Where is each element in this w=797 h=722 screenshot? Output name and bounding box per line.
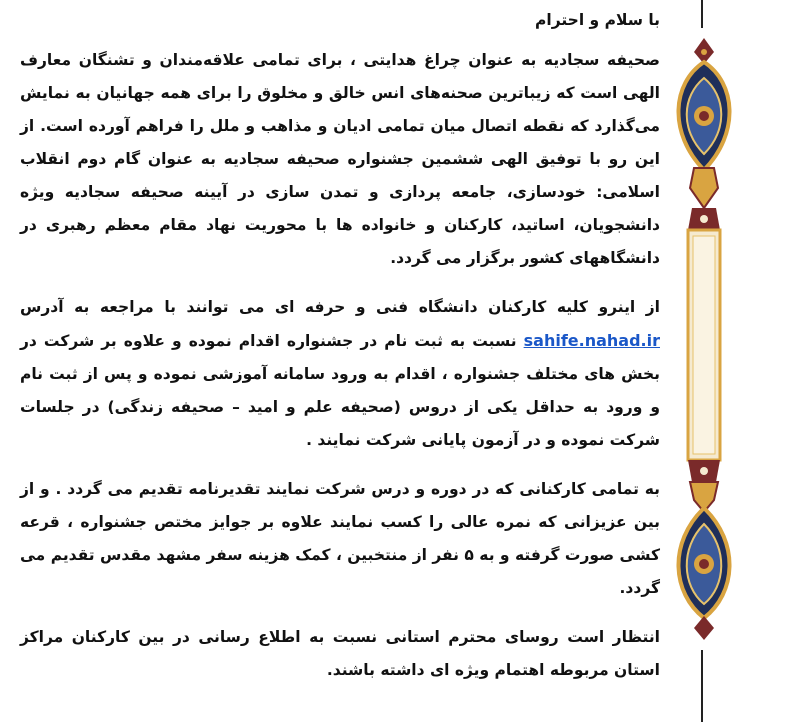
paragraph-4: انتظار است روسای محترم استانی نسبت به اطلاع رسانی در بین کارکنان مراکز استان مربوطه اهتمام ویژه ای داشته باشند.: [20, 628, 660, 679]
paragraph-1: صحیفه سجادیه به عنوان چراغ هدایتی ، برای تمامی علاقه‌مندان و تشنگان معارف الهی است که زیباترین صحنه‌های انس خالق و مخلوق را برای همه جهانیان به نمایش می‌گذارد که نقطه اتصال میان تمامی ادیان و مذاهب و ملل را فراهم آورده است. از این رو با توفیق الهی ششمین جشنواره صحیفه سجادیه به عنوان گام دوم انقلاب اسلامی: خودسازی، جامعه پردازی و تمدن سازی در آیینه صحیفه سجادیه ویژه دانشجویان، اساتید، کارکنان و خانواده ها با محوریت نهاد مقام معظم رهبری در دانشگاههای کشور برگزار می گردد.: [20, 51, 660, 267]
greeting: با سلام و احترام: [535, 11, 660, 29]
margin-line-top: [701, 0, 703, 28]
letter-body: [20, 0, 660, 703]
paragraph-2-before: از اینرو کلیه کارکنان دانشگاه فنی و حرفه ای می توانند با مراجعه به آدرس: [20, 298, 660, 316]
website-link[interactable]: sahife.nahad.ir: [523, 331, 660, 350]
margin-line-bottom: [701, 650, 703, 722]
persian-ornament-border-icon: [664, 38, 744, 640]
paragraph-2: [20, 291, 660, 457]
paragraph-3: به تمامی کارکنانی که در دوره و درس شرکت نمایند تقدیرنامه تقدیم می گردد . و از بین عزیزانی که نمره عالی را کسب نمایند علاوه بر جوایز مختص جشنواره ، قرعه کشی صورت گرفته و به ۵ نفر از منتخبین ، کمک هزینه سفر مشهد مقدس تقدیم می گردد.: [20, 480, 660, 597]
paragraph-2-after: نسبت به ثبت نام در جشنواره اقدام نموده و علاوه بر شرکت در بخش های مختلف جشنواره ، اقدام به ورود سامانه آموزشی نموده و پس از ثبت نام و ورود به حداقل یکی از دروس (صحیفه علم و امید – صحیفه زندگی) در جلسات شرکت نموده و در آزمون پایانی شرکت نمایند .: [20, 332, 660, 449]
